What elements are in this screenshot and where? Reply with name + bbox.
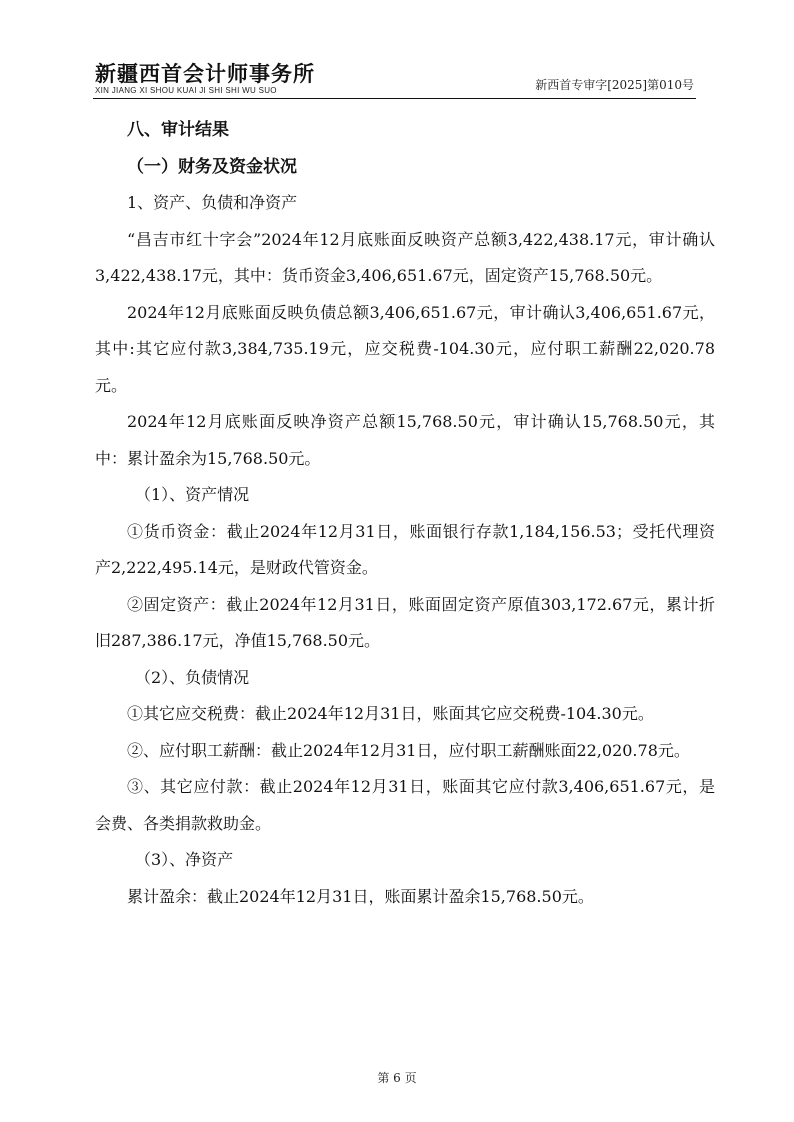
asset-fixed: ②固定资产：截止2024年12月31日，账面固定资产原值303,172.67元，累计折旧287,386.17元，净值15,768.50元。 (95, 594, 715, 650)
paragraph-liabilities: 2024年12月底账面反映负债总额3,406,651.67元，审计确认3,406,651.67元，其中:其它应付款3,384,735.19元，应交税费-104.30元，应付职工薪酬22,020.78元。 (95, 302, 715, 395)
page-number: 第 6 页 (377, 1071, 417, 1085)
paragraph-assets: “昌吉市红十字会”2024年12月底账面反映资产总额3,422,438.17元，审计确认3,422,438.17元，其中：货币资金3,406,651.67元，固定资产15,768.50元。 (95, 229, 715, 285)
section-title: 八、审计结果 (127, 120, 229, 140)
liability-tax: ①其它应交税费：截止2024年12月31日，账面其它应交税费-104.30元。 (127, 704, 654, 723)
liability-heading: （2）、负债情况 (135, 667, 250, 687)
header-divider (93, 98, 696, 99)
asset-cash: ①货币资金：截止2024年12月31日，账面银行存款1,184,156.53；受托代理资产2,222,495.14元，是财政代管资金。 (95, 521, 715, 577)
asset-heading: （1）、资产情况 (135, 485, 250, 504)
paragraph-net-assets: 2024年12月底账面反映净资产总额15,768.50元，审计确认15,768.50元，其中：累计盈余为15,768.50元。 (95, 412, 715, 468)
net-asset-heading: （3）、净资产 (135, 850, 234, 869)
item-title: 1、资产、负债和净资产 (127, 193, 298, 212)
firm-name: 新疆西首会计师事务所 (95, 62, 315, 86)
net-surplus: 累计盈余：截止2024年12月31日，账面累计盈余15,768.50元。 (127, 886, 594, 906)
liability-salary: ②、应付职工薪酬：截止2024年12月31日，应付职工薪酬账面22,020.78元。 (127, 740, 690, 760)
liability-other: ③、其它应付款：截止2024年12月31日，账面其它应付款3,406,651.67元，是会费、各类捐款救助金。 (95, 777, 715, 833)
page-body (95, 112, 715, 915)
subsection-title: （一）财务及资金状况 (127, 156, 297, 177)
document-number: 新西首专审字[2025]第010号 (535, 78, 694, 92)
firm-pinyin: XIN JIANG XI SHOU KUAI JI SHI SHI WU SUO (95, 86, 277, 95)
